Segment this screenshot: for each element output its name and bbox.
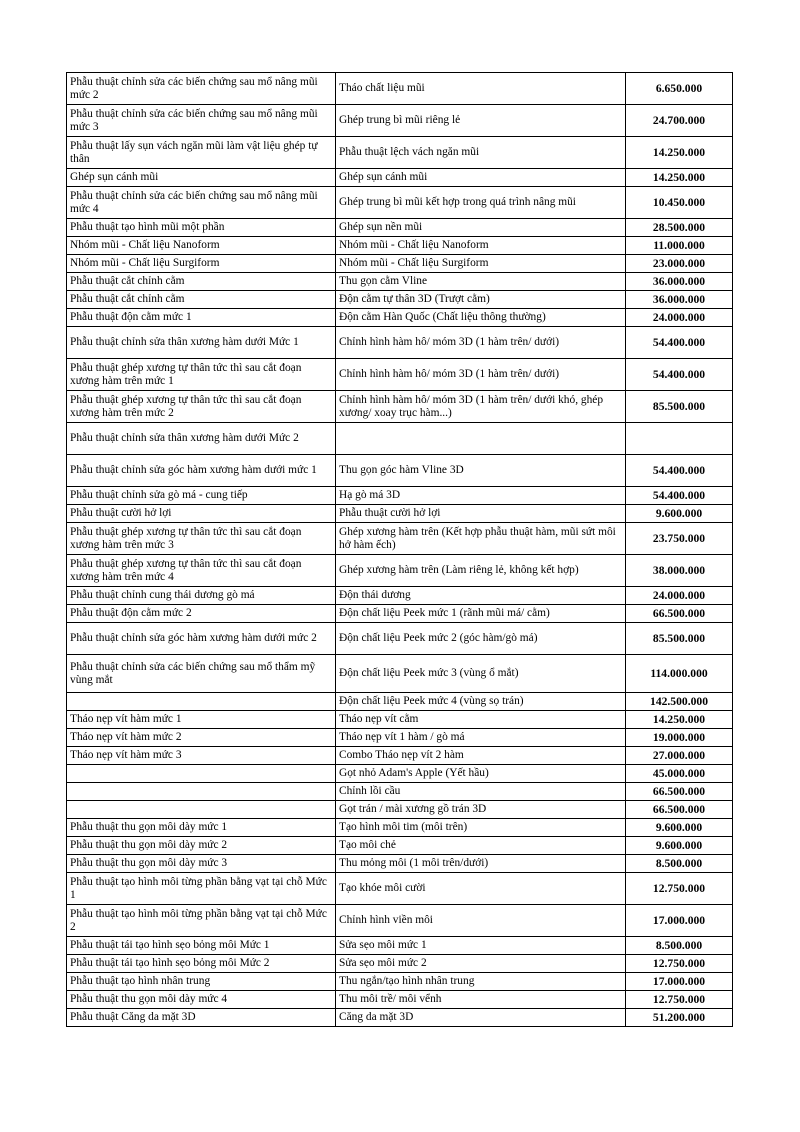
price-cell: 54.400.000 xyxy=(626,487,733,505)
service-name-cell: Thu môi trề/ môi vểnh xyxy=(336,991,626,1009)
service-name-cell: Tạo hình môi tim (môi trên) xyxy=(336,819,626,837)
table-row xyxy=(67,801,733,819)
price-cell: 17.000.000 xyxy=(626,973,733,991)
procedure-name-cell: Phẫu thuật tái tạo hình sẹo bỏng môi Mức 1 xyxy=(67,937,336,955)
procedure-name-cell: Phẫu thuật Căng da mặt 3D xyxy=(67,1009,336,1027)
procedure-name-cell xyxy=(67,801,336,819)
table-row xyxy=(67,655,733,693)
price-cell xyxy=(626,423,733,455)
price-cell: 114.000.000 xyxy=(626,655,733,693)
service-name-cell: Phẫu thuật cười hở lợi xyxy=(336,505,626,523)
price-cell: 10.450.000 xyxy=(626,187,733,219)
table-row xyxy=(67,1009,733,1027)
procedure-name-cell: Nhóm mũi - Chất liệu Nanoform xyxy=(67,237,336,255)
service-name-cell: Tháo chất liệu mũi xyxy=(336,73,626,105)
price-cell: 66.500.000 xyxy=(626,605,733,623)
table-row xyxy=(67,73,733,105)
service-name-cell: Ghép xương hàm trên (Làm riêng lẻ, không kết hợp) xyxy=(336,555,626,587)
table-row xyxy=(67,391,733,423)
price-table xyxy=(66,72,733,1027)
service-name-cell: Chỉnh hình hàm hô/ móm 3D (1 hàm trên/ dưới) xyxy=(336,359,626,391)
table-row xyxy=(67,309,733,327)
service-name-cell: Tạo môi chẻ xyxy=(336,837,626,855)
service-name-cell: Ghép sụn nền mũi xyxy=(336,219,626,237)
service-name-cell: Độn thái dương xyxy=(336,587,626,605)
service-name-cell: Chỉnh lồi cầu xyxy=(336,783,626,801)
table-row xyxy=(67,237,733,255)
table-row xyxy=(67,623,733,655)
procedure-name-cell: Phẫu thuật chỉnh sửa góc hàm xương hàm dưới mức 2 xyxy=(67,623,336,655)
price-cell: 54.400.000 xyxy=(626,359,733,391)
procedure-name-cell: Phẫu thuật chỉnh sửa các biến chứng sau mổ thẩm mỹ vùng mắt xyxy=(67,655,336,693)
price-cell: 14.250.000 xyxy=(626,169,733,187)
table-row xyxy=(67,505,733,523)
procedure-name-cell: Phẫu thuật thu gọn môi dày mức 3 xyxy=(67,855,336,873)
table-row xyxy=(67,783,733,801)
price-cell: 28.500.000 xyxy=(626,219,733,237)
procedure-name-cell: Phẫu thuật ghép xương tự thân tức thì sau cắt đoạn xương hàm trên mức 3 xyxy=(67,523,336,555)
table-row xyxy=(67,873,733,905)
procedure-name-cell xyxy=(67,783,336,801)
service-name-cell: Gọt trán / mài xương gồ trán 3D xyxy=(336,801,626,819)
table-row xyxy=(67,555,733,587)
table-row xyxy=(67,187,733,219)
procedure-name-cell: Tháo nẹp vít hàm mức 2 xyxy=(67,729,336,747)
service-name-cell: Độn chất liệu Peek mức 2 (góc hàm/gò má) xyxy=(336,623,626,655)
procedure-name-cell: Phẫu thuật chỉnh sửa thân xương hàm dưới Mức 2 xyxy=(67,423,336,455)
service-name-cell: Tháo nẹp vít cằm xyxy=(336,711,626,729)
service-name-cell: Thu gọn góc hàm Vline 3D xyxy=(336,455,626,487)
procedure-name-cell xyxy=(67,693,336,711)
procedure-name-cell: Nhóm mũi - Chất liệu Surgiform xyxy=(67,255,336,273)
service-name-cell: Sửa sẹo môi mức 2 xyxy=(336,955,626,973)
price-cell: 11.000.000 xyxy=(626,237,733,255)
service-name-cell: Ghép trung bì mũi kết hợp trong quá trình nâng mũi xyxy=(336,187,626,219)
table-row xyxy=(67,523,733,555)
table-row xyxy=(67,855,733,873)
table-row xyxy=(67,273,733,291)
price-cell: 66.500.000 xyxy=(626,783,733,801)
table-row xyxy=(67,905,733,937)
table-row xyxy=(67,605,733,623)
procedure-name-cell: Phẫu thuật cắt chỉnh cằm xyxy=(67,291,336,309)
procedure-name-cell: Phẫu thuật chỉnh sửa các biến chứng sau mổ nâng mũi mức 3 xyxy=(67,105,336,137)
procedure-name-cell: Phẫu thuật chỉnh sửa thân xương hàm dưới Mức 1 xyxy=(67,327,336,359)
procedure-name-cell: Phẫu thuật tạo hình môi từng phần bằng vạt tại chỗ Mức 1 xyxy=(67,873,336,905)
service-name-cell: Gọt nhỏ Adam's Apple (Yết hầu) xyxy=(336,765,626,783)
table-row xyxy=(67,137,733,169)
price-cell: 54.400.000 xyxy=(626,455,733,487)
price-cell: 36.000.000 xyxy=(626,273,733,291)
procedure-name-cell: Phẫu thuật tái tạo hình sẹo bỏng môi Mức 2 xyxy=(67,955,336,973)
table-row xyxy=(67,973,733,991)
table-row xyxy=(67,169,733,187)
price-cell: 24.000.000 xyxy=(626,587,733,605)
service-name-cell: Ghép sụn cánh mũi xyxy=(336,169,626,187)
procedure-name-cell: Phẫu thuật độn cằm mức 1 xyxy=(67,309,336,327)
service-name-cell: Độn chất liệu Peek mức 3 (vùng ổ mắt) xyxy=(336,655,626,693)
price-cell: 85.500.000 xyxy=(626,623,733,655)
price-cell: 8.500.000 xyxy=(626,937,733,955)
procedure-name-cell: Phẫu thuật độn cằm mức 2 xyxy=(67,605,336,623)
table-row xyxy=(67,937,733,955)
table-row xyxy=(67,693,733,711)
table-row xyxy=(67,105,733,137)
procedure-name-cell: Phẫu thuật chỉnh sửa các biến chứng sau mổ nâng mũi mức 2 xyxy=(67,73,336,105)
service-name-cell: Hạ gò má 3D xyxy=(336,487,626,505)
service-name-cell: Nhóm mũi - Chất liệu Nanoform xyxy=(336,237,626,255)
price-cell: 12.750.000 xyxy=(626,873,733,905)
procedure-name-cell: Phẫu thuật tạo hình nhân trung xyxy=(67,973,336,991)
service-name-cell: Độn cằm tự thân 3D (Trượt cằm) xyxy=(336,291,626,309)
procedure-name-cell: Phẫu thuật ghép xương tự thân tức thì sau cắt đoạn xương hàm trên mức 1 xyxy=(67,359,336,391)
procedure-name-cell: Phẫu thuật tạo hình mũi một phần xyxy=(67,219,336,237)
price-cell: 45.000.000 xyxy=(626,765,733,783)
procedure-name-cell: Phẫu thuật ghép xương tự thân tức thì sau cắt đoạn xương hàm trên mức 2 xyxy=(67,391,336,423)
price-cell: 12.750.000 xyxy=(626,991,733,1009)
table-row xyxy=(67,219,733,237)
table-row xyxy=(67,359,733,391)
service-name-cell: Nhóm mũi - Chất liệu Surgiform xyxy=(336,255,626,273)
price-cell: 14.250.000 xyxy=(626,711,733,729)
procedure-name-cell xyxy=(67,765,336,783)
table-row xyxy=(67,327,733,359)
service-name-cell: Chỉnh hình hàm hô/ móm 3D (1 hàm trên/ dưới) xyxy=(336,327,626,359)
table-row xyxy=(67,255,733,273)
price-cell: 51.200.000 xyxy=(626,1009,733,1027)
price-cell: 142.500.000 xyxy=(626,693,733,711)
price-cell: 12.750.000 xyxy=(626,955,733,973)
price-cell: 17.000.000 xyxy=(626,905,733,937)
procedure-name-cell: Phẫu thuật cười hở lợi xyxy=(67,505,336,523)
procedure-name-cell: Phẫu thuật chỉnh sửa các biến chứng sau mổ nâng mũi mức 4 xyxy=(67,187,336,219)
procedure-name-cell: Phẫu thuật cắt chỉnh cằm xyxy=(67,273,336,291)
price-cell: 19.000.000 xyxy=(626,729,733,747)
procedure-name-cell: Ghép sụn cánh mũi xyxy=(67,169,336,187)
table-row xyxy=(67,711,733,729)
procedure-name-cell: Tháo nẹp vít hàm mức 3 xyxy=(67,747,336,765)
table-row xyxy=(67,423,733,455)
service-name-cell xyxy=(336,423,626,455)
price-cell: 54.400.000 xyxy=(626,327,733,359)
price-cell: 85.500.000 xyxy=(626,391,733,423)
service-name-cell: Độn cằm Hàn Quốc (Chất liệu thông thường) xyxy=(336,309,626,327)
table-row xyxy=(67,455,733,487)
price-cell: 36.000.000 xyxy=(626,291,733,309)
service-name-cell: Sửa sẹo môi mức 1 xyxy=(336,937,626,955)
price-cell: 23.750.000 xyxy=(626,523,733,555)
service-name-cell: Thu gọn cằm Vline xyxy=(336,273,626,291)
procedure-name-cell: Phẫu thuật thu gọn môi dày mức 2 xyxy=(67,837,336,855)
service-name-cell: Căng da mặt 3D xyxy=(336,1009,626,1027)
price-cell: 9.600.000 xyxy=(626,837,733,855)
price-table-body xyxy=(67,73,733,1027)
price-cell: 66.500.000 xyxy=(626,801,733,819)
service-name-cell: Phẫu thuật lệch vách ngăn mũi xyxy=(336,137,626,169)
service-name-cell: Tạo khóe môi cười xyxy=(336,873,626,905)
table-row xyxy=(67,587,733,605)
table-row xyxy=(67,729,733,747)
price-cell: 27.000.000 xyxy=(626,747,733,765)
service-name-cell: Ghép trung bì mũi riêng lẻ xyxy=(336,105,626,137)
price-cell: 8.500.000 xyxy=(626,855,733,873)
procedure-name-cell: Tháo nẹp vít hàm mức 1 xyxy=(67,711,336,729)
price-cell: 38.000.000 xyxy=(626,555,733,587)
price-cell: 24.700.000 xyxy=(626,105,733,137)
table-row xyxy=(67,955,733,973)
price-cell: 9.600.000 xyxy=(626,819,733,837)
table-row xyxy=(67,991,733,1009)
service-name-cell: Chỉnh hình viền môi xyxy=(336,905,626,937)
service-name-cell: Thu mỏng môi (1 môi trên/dưới) xyxy=(336,855,626,873)
procedure-name-cell: Phẫu thuật chỉnh cung thái dương gò má xyxy=(67,587,336,605)
table-row xyxy=(67,487,733,505)
table-row xyxy=(67,819,733,837)
price-cell: 14.250.000 xyxy=(626,137,733,169)
price-cell: 9.600.000 xyxy=(626,505,733,523)
service-name-cell: Ghép xương hàm trên (Kết hợp phẫu thuật hàm, mũi sứt môi hở hàm ếch) xyxy=(336,523,626,555)
table-row xyxy=(67,747,733,765)
price-cell: 24.000.000 xyxy=(626,309,733,327)
service-name-cell: Tháo nẹp vít 1 hàm / gò má xyxy=(336,729,626,747)
service-name-cell: Combo Tháo nẹp vít 2 hàm xyxy=(336,747,626,765)
service-name-cell: Độn chất liệu Peek mức 1 (rãnh mũi má/ cằm) xyxy=(336,605,626,623)
price-cell: 6.650.000 xyxy=(626,73,733,105)
price-cell: 23.000.000 xyxy=(626,255,733,273)
procedure-name-cell: Phẫu thuật thu gọn môi dày mức 1 xyxy=(67,819,336,837)
service-name-cell: Chỉnh hình hàm hô/ móm 3D (1 hàm trên/ dưới khó, ghép xương/ xoay trục hàm...) xyxy=(336,391,626,423)
service-name-cell: Độn chất liệu Peek mức 4 (vùng sọ trán) xyxy=(336,693,626,711)
procedure-name-cell: Phẫu thuật chỉnh sửa góc hàm xương hàm dưới mức 1 xyxy=(67,455,336,487)
table-row xyxy=(67,837,733,855)
table-row xyxy=(67,291,733,309)
procedure-name-cell: Phẫu thuật tạo hình môi từng phần bằng vạt tại chỗ Mức 2 xyxy=(67,905,336,937)
procedure-name-cell: Phẫu thuật thu gọn môi dày mức 4 xyxy=(67,991,336,1009)
procedure-name-cell: Phẫu thuật lấy sụn vách ngăn mũi làm vật liệu ghép tự thân xyxy=(67,137,336,169)
service-name-cell: Thu ngắn/tạo hình nhân trung xyxy=(336,973,626,991)
procedure-name-cell: Phẫu thuật ghép xương tự thân tức thì sau cắt đoạn xương hàm trên mức 4 xyxy=(67,555,336,587)
procedure-name-cell: Phẫu thuật chỉnh sửa gò má - cung tiếp xyxy=(67,487,336,505)
table-row xyxy=(67,765,733,783)
